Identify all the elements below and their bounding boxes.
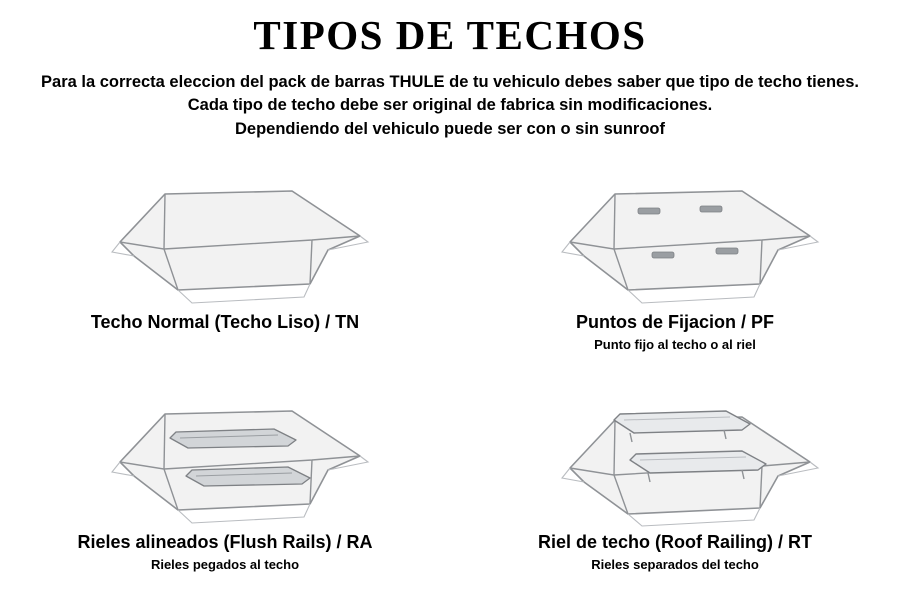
sub-caption-rt: Rieles separados del techo (591, 557, 759, 572)
roof-type-card-rt (450, 384, 900, 609)
page-title: TIPOS DE TECHOS (253, 12, 647, 58)
car-roof-fixpoint-icon (510, 164, 840, 314)
roof-type-card-ra (0, 384, 450, 609)
roof-type-card-tn (0, 164, 450, 389)
roof-type-grid (0, 164, 900, 614)
intro-line-2: Cada tipo de techo debe ser original de fabrica sin modificaciones. (187, 96, 713, 115)
sub-caption-ra: Rieles pegados al techo (150, 557, 300, 572)
car-roof-raised-railing-icon (510, 384, 840, 534)
caption-rt: Riel de techo (Roof Railing) / RT (538, 532, 812, 552)
intro-text (0, 71, 900, 141)
caption-ra: Rieles alineados (Flush Rails) / RA (77, 532, 373, 552)
roof-type-card-pf (450, 164, 900, 389)
car-roof-plain-icon (60, 164, 390, 314)
intro-line-1: Para la correcta eleccion del pack de barras THULE de tu vehiculo debes saber que tipo de techo tienes. (41, 73, 859, 92)
sub-caption-pf: Punto fijo al techo o al riel (594, 337, 756, 352)
caption-pf: Puntos de Fijacion / PF (575, 312, 775, 332)
roof-types-infographic (0, 14, 900, 614)
car-roof-flush-rails-icon (60, 384, 390, 534)
caption-tn: Techo Normal (Techo Liso) / TN (90, 312, 360, 332)
intro-line-3: Dependiendo del vehiculo puede ser con o sin sunroof (235, 119, 665, 138)
